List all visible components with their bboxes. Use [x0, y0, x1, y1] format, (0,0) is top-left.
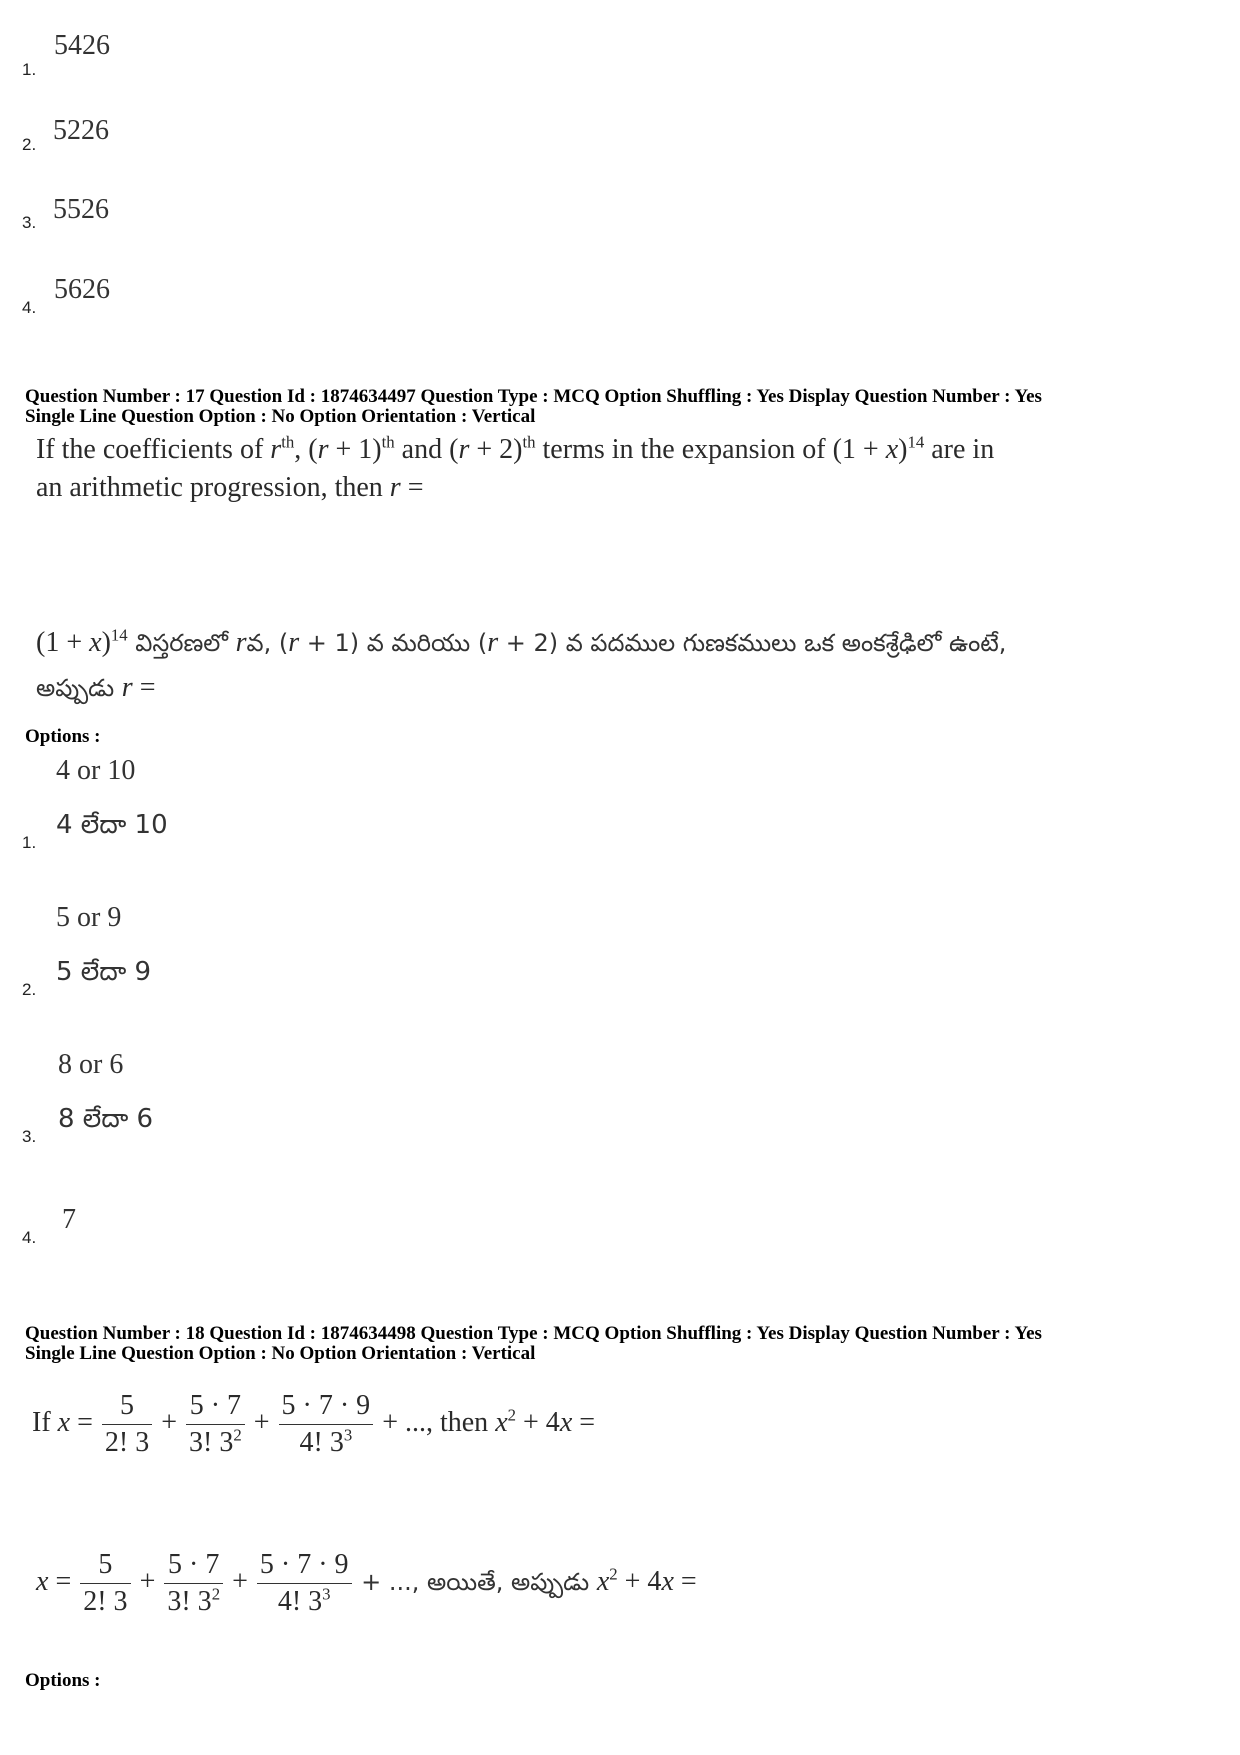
- q17-option-2-english: 5 or 9: [56, 902, 122, 933]
- fraction-2: $\frac{5 \cdot 7}{3! 3^2}$: [186, 1390, 245, 1459]
- prev-option-3-number: 3.: [22, 213, 37, 232]
- prev-option-2-number: 2.: [22, 135, 37, 154]
- q17-option-3-number: 3.: [22, 1127, 37, 1146]
- q17-option-3-english: 8 or 6: [58, 1049, 124, 1080]
- question-17-meta-line1: Question Number : 17 Question Id : 1874634497 Question Type : MCQ Option Shuffling : Yes Display Question Number : Yes: [25, 386, 1042, 407]
- q17-option-4-number: 4.: [22, 1228, 37, 1247]
- question-18-meta-line2: Single Line Question Option : No Option Orientation : Vertical: [25, 1343, 536, 1364]
- question-18-meta-line1: Question Number : 18 Question Id : 1874634498 Question Type : MCQ Option Shuffling : Yes Display Question Number : Yes: [25, 1323, 1042, 1344]
- q17-option-1-number: 1.: [22, 833, 37, 852]
- question-17-english-line1: If the coefficients of $r^{th}$, $(r + 1)^{th}$ and $(r + 2)^{th}$ terms in the expansion of $(1 + x)^{14}$ are in: [36, 432, 995, 465]
- prev-option-3-value: 5526: [53, 194, 109, 225]
- question-18-telugu-formula: x = $\frac{5}{2! 3}$ + $\frac{5 \cdot 7}{3! 3^2}$ + $\frac{5 \cdot 7 \cdot 9}{4! 3^3}$ + ..., అయితే, అప్పుడు $x^2 + 4x$ =: [36, 1549, 697, 1617]
- question-17-telugu-line1: $(1 + x)^{14}$ విస్తరణలో rవ, (r + 1) వ మరియు (r + 2) వ పదముల గుణకములు ఒక అంకశ్రేఢిలో ఉంటే,: [36, 625, 1007, 658]
- fraction-2-telugu: $\frac{5 \cdot 7}{3! 3^2}$: [164, 1549, 223, 1618]
- question-17-meta-line2: Single Line Question Option : No Option Orientation : Vertical: [25, 406, 536, 427]
- q17-option-4-english: 7: [62, 1204, 76, 1235]
- question-17-english-line2: an arithmetic progression, then r =: [36, 472, 424, 503]
- prev-option-1-number: 1.: [22, 60, 37, 79]
- question-18-english-formula: If x = $\frac{5}{2! 3}$ + $\frac{5 \cdot 7}{3! 3^2}$ + $\frac{5 \cdot 7 \cdot 9}{4! 3^3}$ + ..., then $x^2 + 4x$ =: [32, 1390, 596, 1458]
- fraction-1: $\frac{5}{2! 3}$: [102, 1390, 152, 1459]
- question-18-options-label: Options :: [25, 1670, 101, 1691]
- q17-option-1-english: 4 or 10: [56, 755, 136, 786]
- prev-option-4-value: 5626: [54, 274, 110, 305]
- fraction-3-telugu: $\frac{5 \cdot 7 \cdot 9}{4! 3^3}$: [257, 1549, 352, 1618]
- prev-option-1-value: 5426: [54, 30, 110, 61]
- q17-option-2-telugu: 5 లేదా 9: [56, 957, 152, 987]
- q17-option-3-telugu: 8 లేదా 6: [58, 1104, 154, 1134]
- question-17-meta: [25, 387, 1042, 427]
- question-18-meta: [25, 1324, 1042, 1364]
- q17-option-1-telugu: 4 లేదా 10: [56, 810, 168, 840]
- q17-option-2-number: 2.: [22, 980, 37, 999]
- prev-option-2-value: 5226: [53, 115, 109, 146]
- fraction-3: $\frac{5 \cdot 7 \cdot 9}{4! 3^3}$: [279, 1390, 374, 1459]
- fraction-1-telugu: $\frac{5}{2! 3}$: [80, 1549, 130, 1618]
- prev-option-4-number: 4.: [22, 298, 37, 317]
- question-17-options-label: Options :: [25, 726, 101, 747]
- question-17-telugu-line2: అప్పుడు r =: [36, 672, 156, 703]
